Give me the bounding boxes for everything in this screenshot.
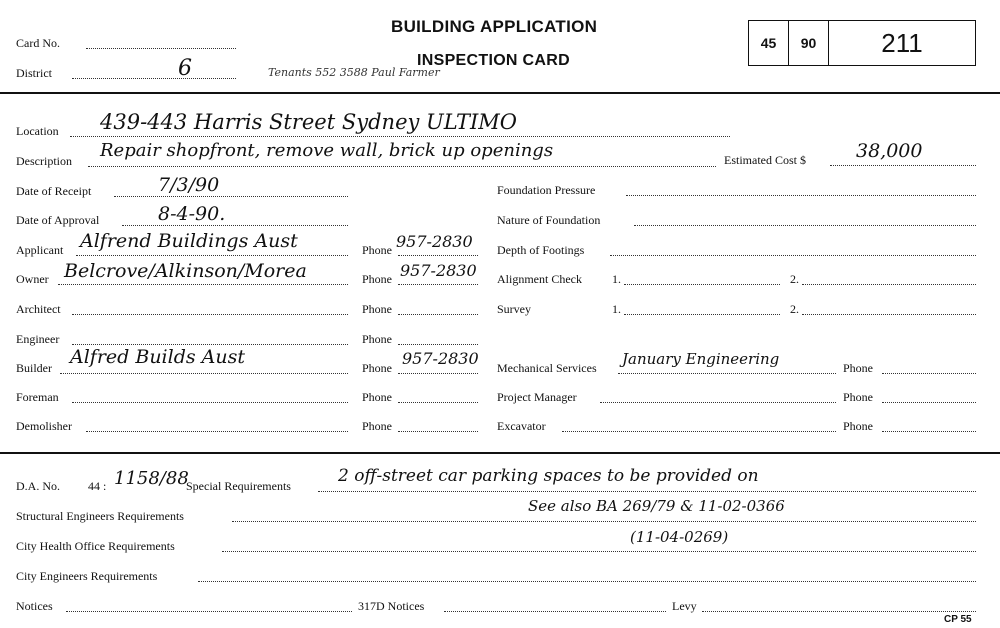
card-no-label: Card No. [16,36,60,50]
builder-line [60,373,348,374]
project-manager-phone-line [882,402,976,403]
mechanical-services-label: Mechanical Services [497,361,597,375]
district-value: 6 [178,56,192,81]
mechanical-services-phone-label: Phone [843,361,873,375]
applicant-line [76,255,348,256]
city-health-office-line [222,551,976,552]
special-requirements-value-3: (11-04-0269) [630,528,729,546]
project-manager-phone-label: Phone [843,390,873,404]
da-no-label: D.A. No. [16,479,60,493]
owner-phone-line [398,284,478,285]
survey-label: Survey [497,302,531,316]
description-line [88,166,716,167]
city-engineers-line [198,581,976,582]
alignment-check-line-1 [624,284,780,285]
applicant-value: Alfrend Buildings Aust [80,230,298,252]
excavator-phone-label: Phone [843,419,873,433]
applicant-label: Applicant [16,243,64,257]
demolisher-phone-label: Phone [362,419,392,433]
applicant-phone-label: Phone [362,243,392,257]
applicant-phone-line [398,255,478,256]
city-health-office-label: City Health Office Requirements [16,539,175,553]
city-engineers-label: City Engineers Requirements [16,569,158,583]
mechanical-services-phone-line [882,373,976,374]
builder-phone-line [398,373,478,374]
foreman-phone-line [398,402,478,403]
engineer-line [72,344,348,345]
code-cell-1: 45 [749,21,789,65]
date-of-receipt-label: Date of Receipt [16,184,92,198]
architect-phone-line [398,314,478,315]
depth-of-footings-line [610,255,976,256]
owner-value: Belcrove/Alkinson/Morea [64,260,307,282]
date-of-approval-label: Date of Approval [16,213,100,227]
architect-label: Architect [16,302,61,316]
alignment-check-2: 2. [790,272,799,286]
card-no-line [86,48,236,49]
structural-engineers-line [232,521,976,522]
foundation-pressure-label: Foundation Pressure [497,183,596,197]
description-label: Description [16,154,72,168]
alignment-check-label: Alignment Check [497,272,582,286]
foreman-label: Foreman [16,390,59,404]
da-no-value: 1158/88 [114,468,189,489]
date-of-approval-line [122,225,348,226]
district-label: District [16,66,52,80]
special-requirements-line [318,491,976,492]
date-of-approval-value: 8-4-90. [158,203,226,225]
notices-label: Notices [16,599,53,613]
demolisher-line [86,431,348,432]
owner-phone-label: Phone [362,272,392,286]
estimated-cost-line [830,165,976,166]
header-divider [0,92,1000,94]
demolisher-phone-line [398,431,478,432]
project-manager-label: Project Manager [497,390,577,404]
builder-phone-label: Phone [362,361,392,375]
notices-317d-label: 317D Notices [358,599,425,613]
builder-phone-value: 957-2830 [402,349,479,368]
foreman-line [72,402,348,403]
special-requirements-value-2: See also BA 269/79 & 11-02-0366 [528,497,785,515]
special-requirements-label: Special Requirements [186,479,291,493]
mechanical-services-value: January Engineering [622,350,780,368]
depth-of-footings-label: Depth of Footings [497,243,585,257]
builder-value: Alfred Builds Aust [70,346,246,368]
applicant-phone-value: 957-2830 [396,232,473,251]
excavator-phone-line [882,431,976,432]
date-of-receipt-line [114,196,348,197]
card-number-box [748,20,976,66]
structural-engineers-label: Structural Engineers Requirements [16,509,184,523]
notices-line [66,611,352,612]
card-number: 211 [881,27,923,58]
foundation-pressure-line [626,195,976,196]
owner-line [58,284,348,285]
notices-317d-line [444,611,666,612]
card-title-line1: BUILDING APPLICATION [391,17,598,36]
district-note: Tenants 552 3588 Paul Farmer [268,66,440,79]
form-code: CP 55 [944,614,972,625]
special-requirements-value: 2 off-street car parking spaces to be provided on [338,466,759,486]
project-manager-line [600,402,836,403]
card-title-line2: INSPECTION CARD [417,52,570,69]
engineer-phone-line [398,344,478,345]
foreman-phone-label: Phone [362,390,392,404]
survey-2: 2. [790,302,799,316]
owner-label: Owner [16,272,49,286]
district-line [72,78,236,79]
engineer-label: Engineer [16,332,60,346]
da-no-prefix: 44 : [88,479,107,493]
survey-line-1 [624,314,780,315]
estimated-cost-value: 38,000 [856,140,923,162]
demolisher-label: Demolisher [16,419,72,433]
location-value: 439-443 Harris Street Sydney ULTIMO [100,110,517,134]
alignment-check-line-2 [802,284,976,285]
code-cell-2: 90 [789,21,829,65]
alignment-check-1: 1. [612,272,621,286]
location-line [70,136,730,137]
nature-of-foundation-line [634,225,976,226]
engineer-phone-label: Phone [362,332,392,346]
estimated-cost-label: Estimated Cost $ [724,153,806,167]
description-value: Repair shopfront, remove wall, brick up openings [100,140,554,161]
owner-phone-value: 957-2830 [400,261,477,280]
location-label: Location [16,124,59,138]
requirements-divider [0,452,1000,454]
mechanical-services-line [618,373,836,374]
survey-line-2 [802,314,976,315]
levy-label: Levy [672,599,697,613]
survey-1: 1. [612,302,621,316]
date-of-receipt-value: 7/3/90 [158,174,220,196]
architect-phone-label: Phone [362,302,392,316]
architect-line [72,314,348,315]
levy-line [702,611,976,612]
excavator-line [562,431,836,432]
excavator-label: Excavator [497,419,546,433]
builder-label: Builder [16,361,52,375]
nature-of-foundation-label: Nature of Foundation [497,213,601,227]
